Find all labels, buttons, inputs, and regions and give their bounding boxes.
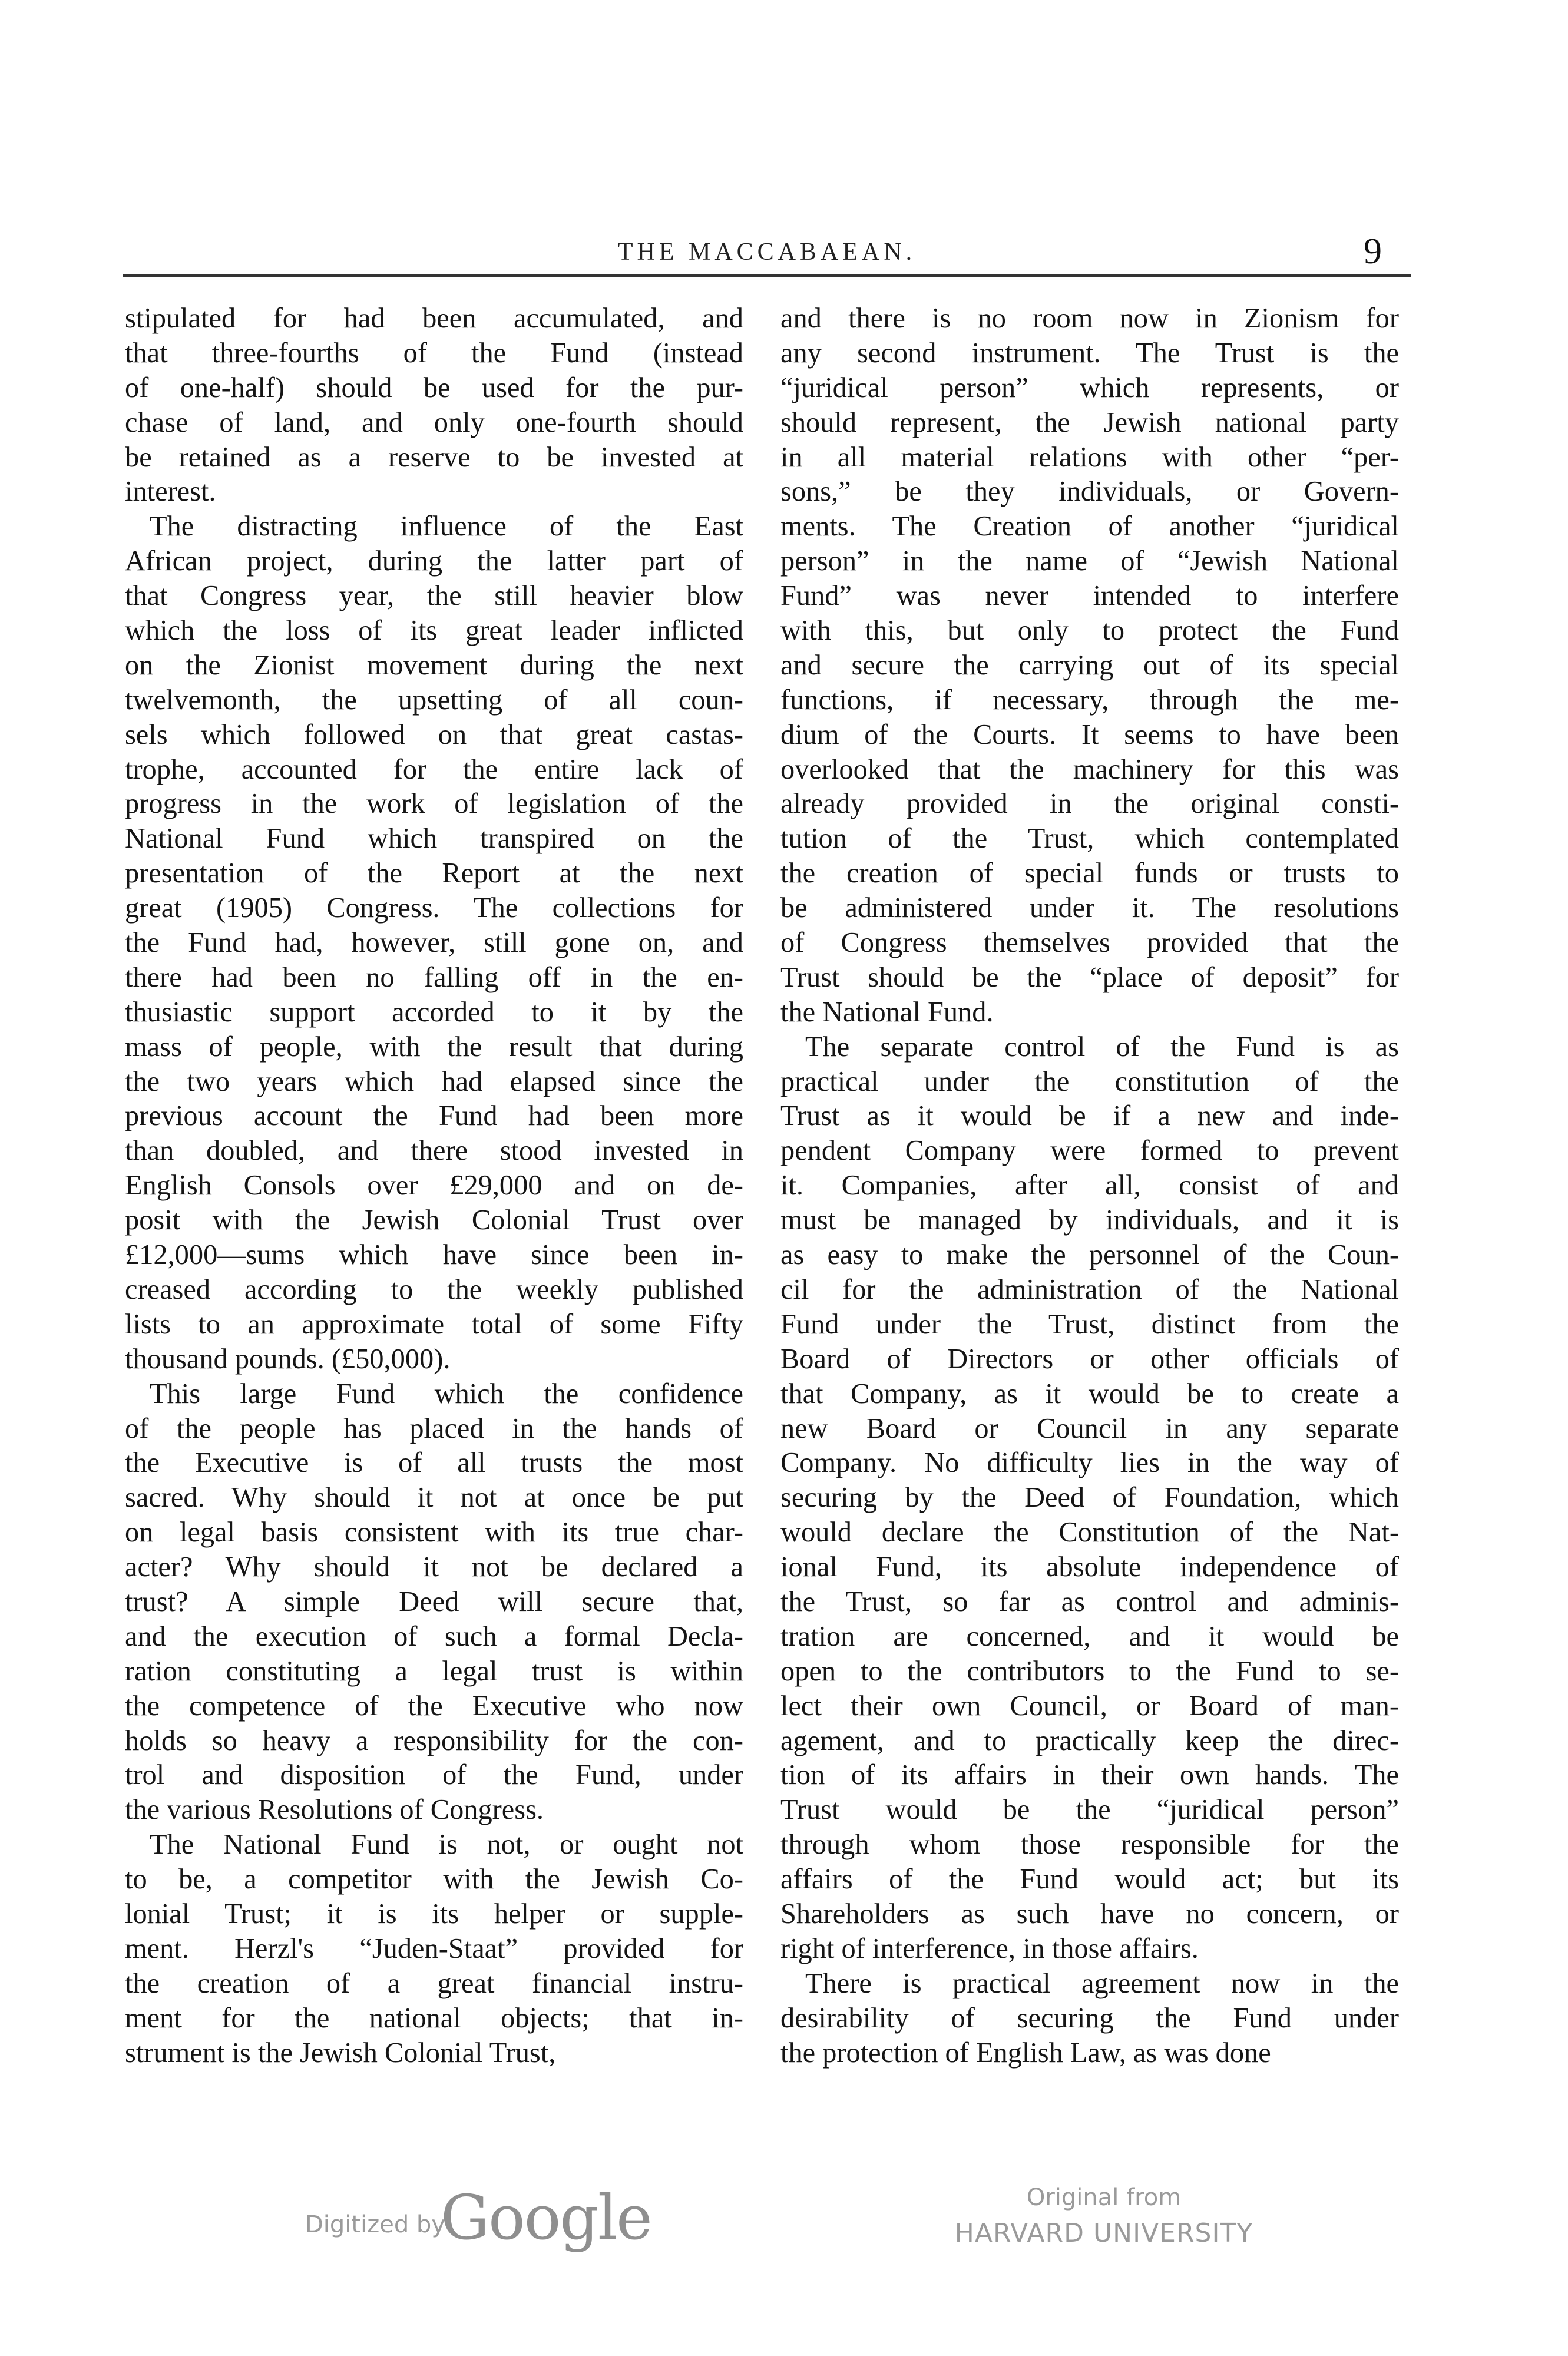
text-line: than doubled, and there stood invested in bbox=[125, 1135, 743, 1167]
text-line: lect their own Council, or Board of man- bbox=[780, 1690, 1399, 1722]
text-line: tion of its affairs in their own hands. The bbox=[780, 1759, 1399, 1791]
page-number: 9 bbox=[1364, 231, 1382, 272]
text-line: there had been no falling off in the en- bbox=[125, 961, 743, 993]
original-from-label: Original from bbox=[1026, 2184, 1182, 2211]
text-line: ment. Herzl's “Juden-Staat” provided for bbox=[125, 1933, 743, 1964]
text-line: African project, during the latter part of bbox=[125, 545, 743, 577]
text-line: creased according to the weekly published bbox=[125, 1273, 743, 1305]
text-line: holds so heavy a responsibility for the con- bbox=[125, 1725, 743, 1756]
text-line: £12,000—sums which have since been in- bbox=[125, 1239, 743, 1271]
text-line: trophe, accounted for the entire lack of bbox=[125, 753, 743, 785]
text-line: on legal basis consistent with its true char- bbox=[125, 1517, 743, 1548]
text-line: the protection of English Law, as was done bbox=[780, 2037, 1271, 2069]
text-line: which the loss of its great leader inflicted bbox=[125, 615, 743, 647]
text-line: National Fund which transpired on the bbox=[125, 823, 743, 855]
text-line: strument is the Jewish Colonial Trust, bbox=[125, 2037, 556, 2069]
text-line: the two years which had elapsed since the bbox=[125, 1066, 743, 1097]
text-line: and secure the carrying out of its special bbox=[780, 649, 1399, 681]
text-line: open to the contributors to the Fund to se- bbox=[780, 1655, 1399, 1687]
text-line: the National Fund. bbox=[780, 996, 994, 1028]
text-line: thousand pounds. (£50,000). bbox=[125, 1343, 451, 1375]
text-line: trust? A simple Deed will secure that, bbox=[125, 1586, 743, 1617]
text-line: mass of people, with the result that during bbox=[125, 1031, 743, 1063]
text-line: the creation of special funds or trusts to bbox=[780, 858, 1399, 889]
text-line: already provided in the original consti- bbox=[780, 788, 1399, 820]
text-line: securing by the Deed of Foundation, which bbox=[780, 1482, 1399, 1514]
text-line: of one-half) should be used for the pur- bbox=[125, 372, 743, 403]
text-line: tration are concerned, and it would be bbox=[780, 1620, 1399, 1652]
text-line: trol and disposition of the Fund, under bbox=[125, 1759, 743, 1791]
text-line: with this, but only to protect the Fund bbox=[780, 615, 1399, 647]
text-line: it. Companies, after all, consist of and bbox=[780, 1170, 1399, 1202]
digitized-by-label: Digitized by bbox=[305, 2211, 445, 2238]
text-line: Trust should be the “place of deposit” for bbox=[780, 961, 1399, 993]
text-line: ration constituting a legal trust is within bbox=[125, 1655, 743, 1687]
text-line: thusiastic support accorded to it by the bbox=[125, 996, 743, 1028]
text-line: should represent, the Jewish national party bbox=[780, 406, 1399, 438]
running-header-title: THE MACCABAEAN. bbox=[617, 239, 917, 266]
text-line: be administered under it. The resolutions bbox=[780, 892, 1399, 924]
text-line: of Congress themselves provided that the bbox=[780, 927, 1399, 959]
digitization-footer bbox=[0, 2168, 1568, 2285]
text-line: “juridical person” which represents, or bbox=[780, 372, 1399, 403]
text-line: Board of Directors or other officials of bbox=[780, 1343, 1399, 1375]
text-line: desirability of securing the Fund under bbox=[780, 2002, 1399, 2034]
page-header bbox=[123, 231, 1411, 277]
text-line: The National Fund is not, or ought not bbox=[150, 1829, 743, 1861]
text-line: affairs of the Fund would act; but its bbox=[780, 1864, 1399, 1895]
text-line: interest. bbox=[125, 476, 216, 508]
text-line: and the execution of such a formal Decla- bbox=[125, 1620, 743, 1652]
text-line: presentation of the Report at the next bbox=[125, 858, 743, 889]
text-line: acter? Why should it not be declared a bbox=[125, 1551, 743, 1583]
text-line: Shareholders as such have no concern, or bbox=[780, 1898, 1399, 1930]
text-line: the Fund had, however, still gone on, and bbox=[125, 927, 743, 959]
text-line: in all material relations with other “per- bbox=[780, 441, 1399, 473]
text-line: any second instrument. The Trust is the bbox=[780, 337, 1399, 369]
google-logo: Google bbox=[441, 2182, 651, 2254]
text-line: the Executive is of all trusts the most bbox=[125, 1447, 743, 1479]
text-line: twelvemonth, the upsetting of all coun- bbox=[125, 684, 743, 716]
text-line: practical under the constitution of the bbox=[780, 1066, 1399, 1097]
left-text-column bbox=[125, 302, 743, 2070]
text-line: Trust would be the “juridical person” bbox=[780, 1794, 1399, 1826]
text-line: the creation of a great financial instru- bbox=[125, 1967, 743, 1999]
text-line: The distracting influence of the East bbox=[150, 511, 743, 542]
text-line: tution of the Trust, which contemplated bbox=[780, 823, 1399, 855]
text-line: to be, a competitor with the Jewish Co- bbox=[125, 1864, 743, 1895]
text-line: The separate control of the Fund is as bbox=[805, 1031, 1399, 1063]
text-line: on the Zionist movement during the next bbox=[125, 649, 743, 681]
text-line: that Company, as it would be to create a bbox=[780, 1378, 1399, 1409]
text-line: English Consols over £29,000 and on de- bbox=[125, 1170, 743, 1202]
institution-name: HARVARD UNIVERSITY bbox=[954, 2218, 1253, 2248]
text-line: sons,” be they individuals, or Govern- bbox=[780, 476, 1399, 508]
header-rule bbox=[123, 274, 1411, 277]
text-line: pendent Company were formed to prevent bbox=[780, 1135, 1399, 1167]
text-line: progress in the work of legislation of the bbox=[125, 788, 743, 820]
text-line: There is practical agreement now in the bbox=[805, 1967, 1399, 1999]
text-line: lists to an approximate total of some Fifty bbox=[125, 1308, 743, 1340]
text-line: overlooked that the machinery for this was bbox=[780, 753, 1399, 785]
text-line: as easy to make the personnel of the Coun- bbox=[780, 1239, 1399, 1271]
text-line: that three-fourths of the Fund (instead bbox=[125, 337, 743, 369]
text-line: Trust as it would be if a new and inde- bbox=[780, 1100, 1399, 1132]
right-text-column bbox=[780, 302, 1399, 2070]
text-line: Fund under the Trust, distinct from the bbox=[780, 1308, 1399, 1340]
text-line: the competence of the Executive who now bbox=[125, 1690, 743, 1722]
text-line: great (1905) Congress. The collections for bbox=[125, 892, 743, 924]
text-line: right of interference, in those affairs. bbox=[780, 1933, 1199, 1964]
text-line: Fund” was never intended to interfere bbox=[780, 580, 1399, 612]
text-line: and there is no room now in Zionism for bbox=[780, 303, 1399, 334]
text-line: person” in the name of “Jewish National bbox=[780, 545, 1399, 577]
text-line: cil for the administration of the National bbox=[780, 1273, 1399, 1305]
text-line: chase of land, and only one-fourth should bbox=[125, 406, 743, 438]
text-line: must be managed by individuals, and it is bbox=[780, 1205, 1399, 1236]
text-line: This large Fund which the confidence bbox=[150, 1378, 743, 1409]
text-line: would declare the Constitution of the Nat- bbox=[780, 1517, 1399, 1548]
text-line: posit with the Jewish Colonial Trust over bbox=[125, 1205, 743, 1236]
text-line: agement, and to practically keep the direc- bbox=[780, 1725, 1399, 1756]
text-line: Company. No difficulty lies in the way of bbox=[780, 1447, 1399, 1479]
text-line: sels which followed on that great castas- bbox=[125, 719, 743, 750]
text-line: that Congress year, the still heavier blow bbox=[125, 580, 743, 612]
text-line: functions, if necessary, through the me- bbox=[780, 684, 1399, 716]
text-line: the various Resolutions of Congress. bbox=[125, 1794, 544, 1826]
text-line: sacred. Why should it not at once be put bbox=[125, 1482, 743, 1514]
text-line: stipulated for had been accumulated, and bbox=[125, 303, 743, 334]
text-line: previous account the Fund had been more bbox=[125, 1100, 743, 1132]
text-line: lonial Trust; it is its helper or supple- bbox=[125, 1898, 743, 1930]
text-line: the Trust, so far as control and adminis- bbox=[780, 1586, 1399, 1617]
text-line: be retained as a reserve to be invested at bbox=[125, 441, 743, 473]
text-line: dium of the Courts. It seems to have been bbox=[780, 719, 1399, 750]
text-line: ments. The Creation of another “juridical bbox=[780, 511, 1399, 542]
text-line: of the people has placed in the hands of bbox=[125, 1412, 743, 1444]
text-line: through whom those responsible for the bbox=[780, 1829, 1399, 1861]
text-line: ment for the national objects; that in- bbox=[125, 2002, 743, 2034]
text-line: new Board or Council in any separate bbox=[780, 1412, 1399, 1444]
text-line: ional Fund, its absolute independence of bbox=[780, 1551, 1399, 1583]
